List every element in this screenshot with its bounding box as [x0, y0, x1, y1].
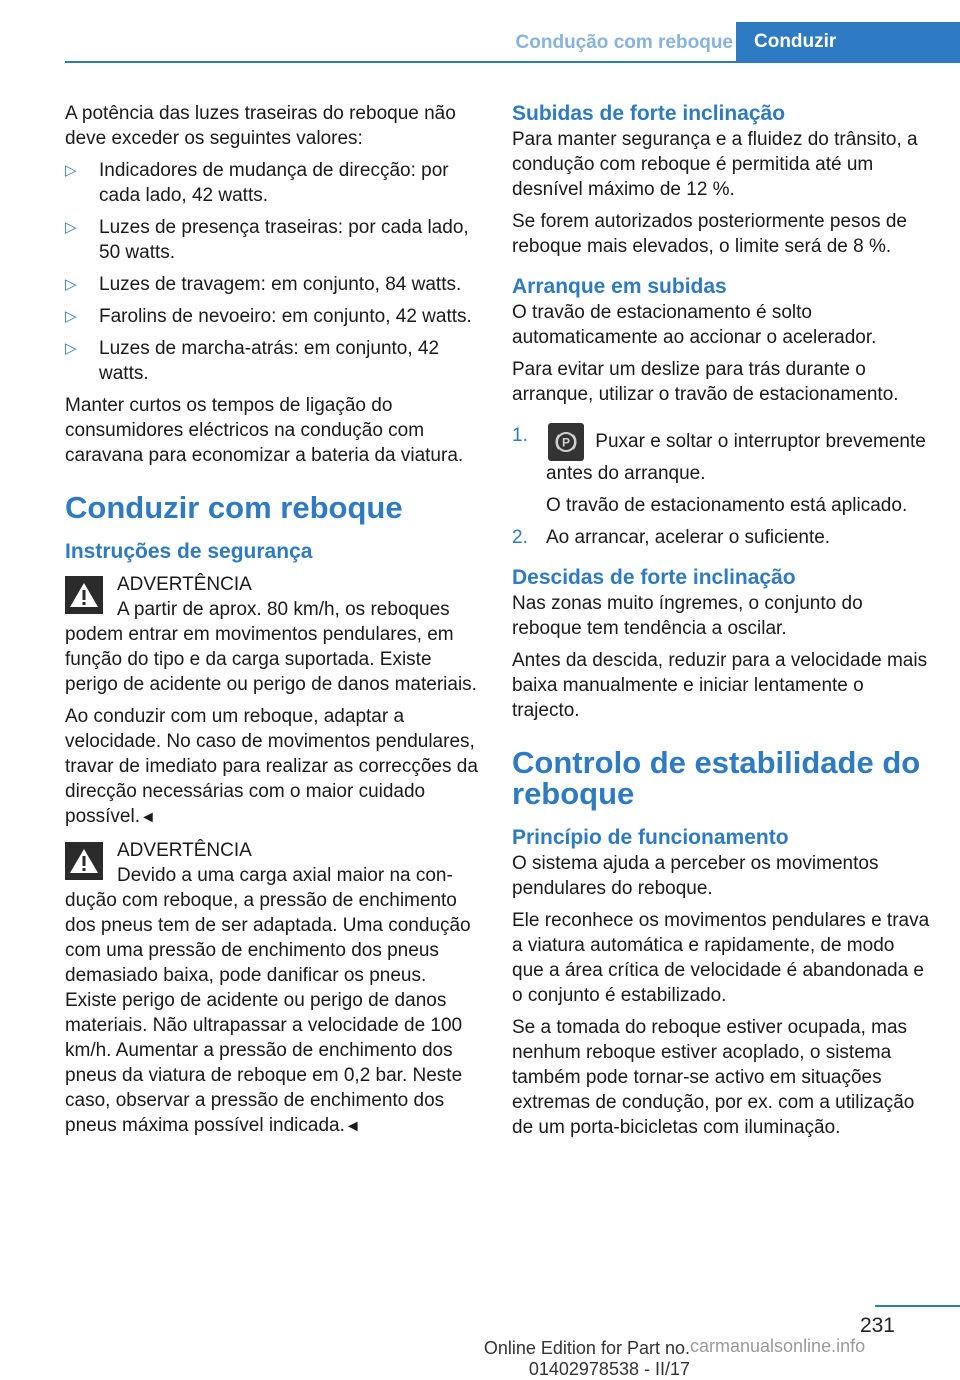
- footer-rule: [875, 1305, 960, 1307]
- step-text: Ao arrancar, acelerar o suficiente.: [546, 527, 831, 548]
- warning-text: podem entrar em movimentos pendulares, em função do tipo e da carga suportada. Existe perigo de acidente ou perigo de danos materiais.: [65, 624, 477, 695]
- parking-brake-icon: [548, 423, 584, 461]
- end-mark: ◄: [139, 809, 156, 826]
- descidas-paragraph: Antes da descida, reduzir para a velocidade mais baixa manualmente e iniciar lentamente o trajecto.: [512, 650, 928, 721]
- warning-block: [65, 572, 480, 697]
- step-text: Puxar e soltar o interruptor brevemente antes do arranque.: [546, 431, 926, 484]
- consumers-paragraph: Manter curtos os tempos de ligação do consumidores eléctricos na condução com caravana para economizar a bateria da viatura.: [65, 395, 464, 466]
- subheading-principio: Princípio de funcionamento: [512, 826, 789, 849]
- principio-paragraph: O sistema ajuda a perceber os movimentos pendulares do reboque.: [512, 853, 879, 899]
- triangle-bullet-icon: ▷: [65, 276, 77, 293]
- warning-text-first-line: Devido a uma carga axial maior na con-: [117, 865, 453, 886]
- section-heading-controlo: Controlo de estabilidade do reboque: [512, 745, 921, 811]
- warning-label: ADVERTÊNCIA: [117, 840, 252, 861]
- triangle-bullet-icon: ▷: [65, 162, 77, 179]
- subheading-descidas: Descidas de forte inclinação: [512, 566, 796, 589]
- intro-paragraph: A potência das luzes traseiras do reboque não deve exceder os seguintes valores:: [65, 103, 456, 149]
- warning-label: ADVERTÊNCIA: [117, 574, 252, 595]
- warning-block: [65, 838, 480, 1139]
- svg-text:P: P: [561, 435, 571, 450]
- left-column: [65, 101, 480, 1146]
- end-mark: ◄: [344, 1118, 361, 1135]
- warning-text-first-line: A partir de aprox. 80 km/h, os reboques: [117, 599, 450, 620]
- bullet-item: ▷ Luzes de travagem: em conjunto, 84 watts.: [65, 274, 462, 295]
- triangle-bullet-icon: ▷: [65, 308, 77, 325]
- step-item: [512, 525, 930, 550]
- subidas-paragraph: Se forem autorizados posteriormente pesos de reboque mais elevados, o limite será de 8 %.: [512, 211, 907, 257]
- triangle-bullet-icon: ▷: [65, 340, 77, 357]
- right-column: [512, 101, 930, 1147]
- step-item: [512, 423, 930, 486]
- warning-triangle-icon: [65, 576, 103, 614]
- bullet-item: ▷ Luzes de presença traseiras: por cada lado, 50 watts.: [65, 217, 469, 263]
- triangle-bullet-icon: ▷: [65, 219, 77, 236]
- adapt-speed-paragraph: Ao conduzir com um reboque, adaptar a velocidade. No caso de movimentos pendulares, travar de imediato para realizar as correcções da direcção necessárias com o maior cuidado possível.◄: [65, 706, 478, 827]
- arranque-paragraph: O travão de estacionamento é solto automaticamente ao accionar o acelerador.: [512, 302, 877, 348]
- arranque-paragraph: Para evitar um deslize para trás durante o arranque, utilizar o travão de estacionamento.: [512, 359, 899, 405]
- subheading-seguranca: Instruções de segurança: [65, 540, 313, 563]
- header-chapter-tab: Conduzir: [736, 22, 960, 63]
- descidas-paragraph: Nas zonas muito íngremes, o conjunto do reboque tem tendência a oscilar.: [512, 593, 863, 639]
- step-number: 2.: [512, 527, 528, 548]
- subheading-subidas: Subidas de forte inclinação: [512, 102, 786, 125]
- step-number: 1.: [512, 425, 528, 446]
- section-heading-conduzir: Conduzir com reboque: [65, 490, 403, 525]
- principio-paragraph: Se a tomada do reboque estiver ocupada, mas nenhum reboque estiver acoplado, o sistema também pode tornar-se activo em situações extremas de condução, por ex. com a utilização de um porta-bicicletas com iluminação.: [512, 1017, 915, 1138]
- warning-text: dução com reboque, a pressão de enchimento dos pneus tem de ser adaptada. Uma condução com uma pressão de enchimento dos pneus demasiado baixa, pode danificar os pneus. Existe perigo de acidente ou perigo de danos materiais. Não ultrapassar a velocidade de 100 km/h. Aumentar a pressão de enchimento dos pneus da viatura de reboque em 0,2 bar. Neste caso, observar a pressão de enchimento dos pneus máxima possível indicada.◄: [65, 890, 471, 1136]
- header-rule: [65, 61, 960, 63]
- step-result: O travão de estacionamento está aplicado.: [546, 495, 908, 516]
- page-number: 231: [859, 1314, 895, 1337]
- warning-triangle-icon: [65, 842, 103, 880]
- header-section-title: Condução com reboque: [515, 32, 733, 53]
- principio-paragraph: Ele reconhece os movimentos pendulares e trava a viatura automática e rapidamente, de modo que a área crítica de velocidade é abandonada e o conjunto é estabilizado.: [512, 910, 930, 1006]
- watermark: carmanualsonline.info: [690, 1336, 866, 1356]
- bullet-item: ▷ Luzes de marcha-atrás: em conjunto, 42 watts.: [65, 338, 440, 384]
- bullet-item: ▷ Farolins de nevoeiro: em conjunto, 42 watts.: [65, 306, 472, 327]
- subheading-arranque: Arranque em subidas: [512, 275, 727, 298]
- bullet-item: ▷ Indicadores de mudança de direcção: por cada lado, 42 watts.: [65, 160, 449, 206]
- subidas-paragraph: Para manter segurança e a fluidez do trânsito, a condução com reboque é permitida até um desnível máximo de 12 %.: [512, 129, 918, 200]
- edition-note: Online Edition for Part no. 01402978538 - II/17: [483, 1338, 690, 1379]
